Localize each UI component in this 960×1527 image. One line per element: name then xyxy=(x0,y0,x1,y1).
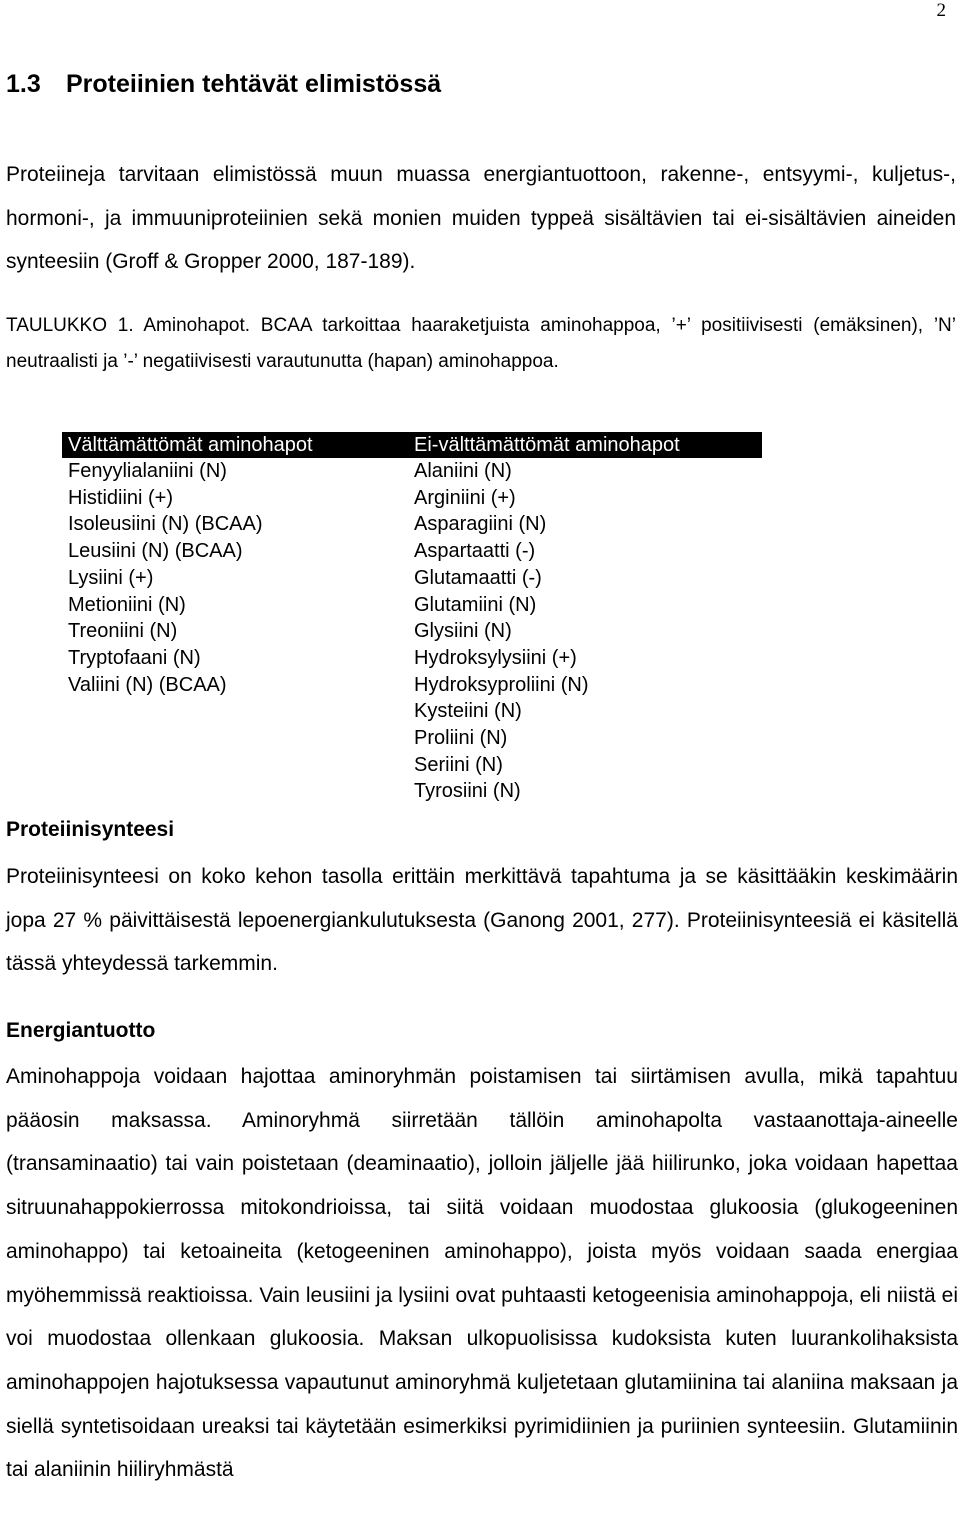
list-item: Lysiini (+) xyxy=(68,566,154,589)
header-non-essential: Ei-välttämättömät aminohapot xyxy=(414,433,680,456)
list-item: Proliini (N) xyxy=(414,727,508,750)
list-item: Arginiini (+) xyxy=(414,486,516,509)
list-item: Glutamiini (N) xyxy=(414,593,537,616)
list-item: Glutamaatti (-) xyxy=(414,566,542,589)
table-caption: TAULUKKO 1. Aminohapot. BCAA tarkoittaa haaraketjuista aminohappoa, ’+’ positiivisesti (emäksinen), ’N’ neutraalisti ja ’-’ negatiivisesti varautunutta (hapan) aminohappoa. xyxy=(6,315,956,372)
list-item: Alaniini (N) xyxy=(414,460,512,482)
list-item: Treoniini (N) xyxy=(68,620,178,643)
non-essential-column xyxy=(410,458,588,805)
protein-synthesis-heading: Proteiinisynteesi xyxy=(6,818,175,841)
page-number: 2 xyxy=(936,0,946,21)
list-item: Valiini (N) (BCAA) xyxy=(68,673,227,696)
list-item: Isoleusiini (N) (BCAA) xyxy=(68,513,263,536)
section-title: Proteiinien tehtävät elimistössä xyxy=(66,70,442,98)
protein-synthesis-paragraph: Proteiinisynteesi on koko kehon tasolla erittäin merkittävä tapahtuma ja se käsittääkin keskimäärin jopa 27 % päivittäisestä lepoenergiankulutuksesta (Ganong 2001, 277). Proteiinisynteesiä ei käsitellä tässä yhteydessä tarkemmin. xyxy=(6,865,958,976)
energy-production-paragraph: Aminohappoja voidaan hajottaa aminoryhmän poistamisen tai siirtämisen avulla, mikä tapahtuu pääosin maksassa. Aminoryhmä siirretään tällöin aminohapolta vastaanottaja-aineelle (transaminaatio) tai vain poistetaan (deaminaatio), jolloin jäljelle jää hiilirunko, joka voidaan hapettaa sitruunahappokierrossa mitokondrioissa, tai siitä voidaan muodostaa glukoosia (glukogeeninen aminohappo) tai ketoaineita (ketogeeninen aminohappo), joista myös voidaan saada energiaa myöhemmissä reaktioissa. Vain leusiini ja lysiini ovat puhtaasti ketogeenisia aminohappoja, eli niistä ei voi muodostaa ollenkaan glukoosia. Maksan ulkopuolisissa kudoksista kuten luurankolihaksista aminohappojen hajotuksessa vapautunut aminoryhmä kuljetetaan glutamiinina tai alaniina maksaan ja siellä syntetisoidaan ureaksi tai käytetään esimerkiksi pyrimidiinien ja puriinien synteesiin. Glutamiinin tai alaniinin hiiliryhmästä xyxy=(6,1065,958,1482)
list-item: Histidiini (+) xyxy=(68,486,174,509)
list-item: Kysteiini (N) xyxy=(414,700,522,723)
amino-acid-table xyxy=(62,432,762,805)
list-item: Glysiini (N) xyxy=(414,620,512,643)
list-item: Leusiini (N) (BCAA) xyxy=(68,540,243,563)
list-item: Fenyylialaniini (N) xyxy=(68,460,227,482)
header-essential: Välttämättömät aminohapot xyxy=(68,433,313,456)
intro-paragraph: Proteiineja tarvitaan elimistössä muun muassa energiantuottoon, rakenne-, entsyymi-, kuljetus-, hormoni-, ja immuuniproteiinien sekä monien muiden typpeä sisältävien tai ei-sisältävien aineiden synteesiin (Groff & Gropper 2000, 187-189). xyxy=(6,163,956,273)
energy-production-heading: Energiantuotto xyxy=(6,1019,156,1042)
list-item: Asparagiini (N) xyxy=(414,513,547,536)
list-item: Metioniini (N) xyxy=(68,593,186,616)
list-item: Tryptofaani (N) xyxy=(68,646,201,669)
section-heading xyxy=(6,70,441,99)
table-header-row xyxy=(62,432,762,458)
list-item: Tyrosiini (N) xyxy=(414,780,521,803)
list-item: Hydroksyproliini (N) xyxy=(414,673,589,696)
list-item: Hydroksylysiini (+) xyxy=(414,646,577,669)
essential-column xyxy=(62,458,410,805)
section-number: 1.3 xyxy=(6,70,41,98)
list-item: Aspartaatti (-) xyxy=(414,540,536,563)
list-item: Seriini (N) xyxy=(414,753,503,776)
